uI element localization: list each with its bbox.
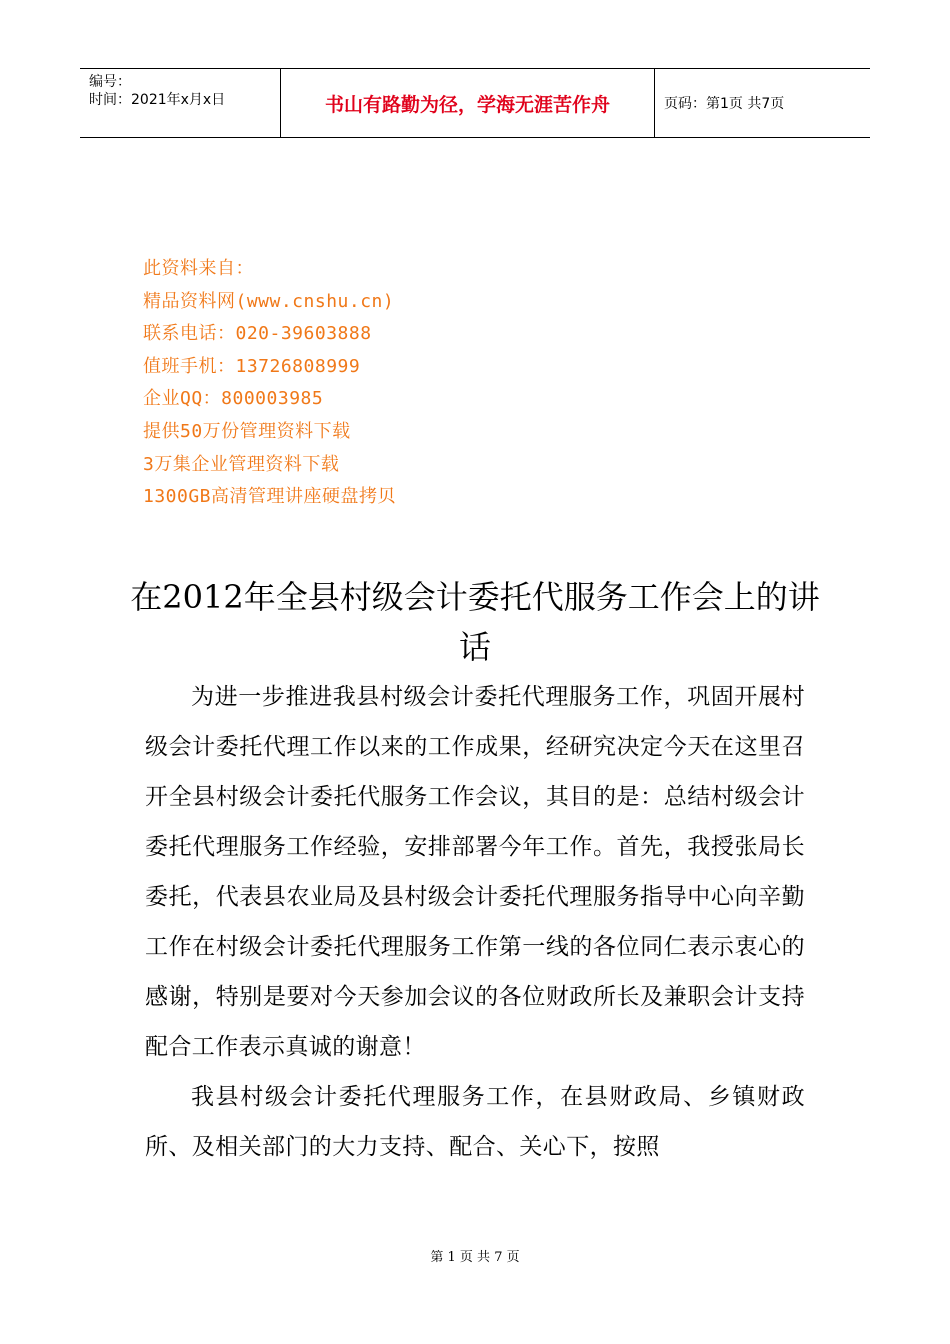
time-label: 时间：2021年x月x日 [89,92,226,108]
header-table [80,68,870,138]
source-line: 联系电话：020-39603888 [143,323,372,345]
document-title: 在2012年全县村级会计委托代服务工作会上的讲话 [130,578,820,666]
source-line: 提供50万份管理资料下载 [143,420,351,442]
source-line: 此资料来自： [143,258,254,279]
document-body [145,672,805,1172]
body-paragraph: 为进一步推进我县村级会计委托代理服务工作，巩固开展村级会计委托代理工作以来的工作成果，经研究决定今天在这里召开全县村级会计委托代服务工作会议，其目的是：总结村级会计委托代理服务工作经验，安排部署今年工作。首先，我授张局长委托，代表县农业局及县村级会计委托代理服务指导中心向辛勤工作在村级会计委托代理服务工作第一线的各位同仁表示衷心的感谢，特别是要对今天参加会议的各位财政所长及兼职会计支持配合工作表示真诚的谢意！ [145,684,805,1060]
source-line: 1300GB高清管理讲座硬盘拷贝 [143,486,397,508]
header-meta-cell [80,69,281,137]
page-footer: 第 1 页 共 7 页 [430,1250,520,1265]
source-line: 值班手机：13726808999 [143,355,361,377]
header-page-info: 页码：第1页 共7页 [664,96,785,112]
source-line: 企业QQ：800003985 [143,388,324,410]
source-info-block [143,253,396,514]
source-line: 精品资料网(www.cnshu.cn) [143,290,395,312]
body-paragraph: 我县村级会计委托代理服务工作，在县财政局、乡镇财政所、及相关部门的大力支持、配合、关心下，按照 [145,1084,805,1160]
source-line: 3万集企业管理资料下载 [143,453,340,475]
number-label: 编号： [89,74,131,90]
header-motto: 书山有路勤为径，学海无涯苦作舟 [281,69,655,137]
